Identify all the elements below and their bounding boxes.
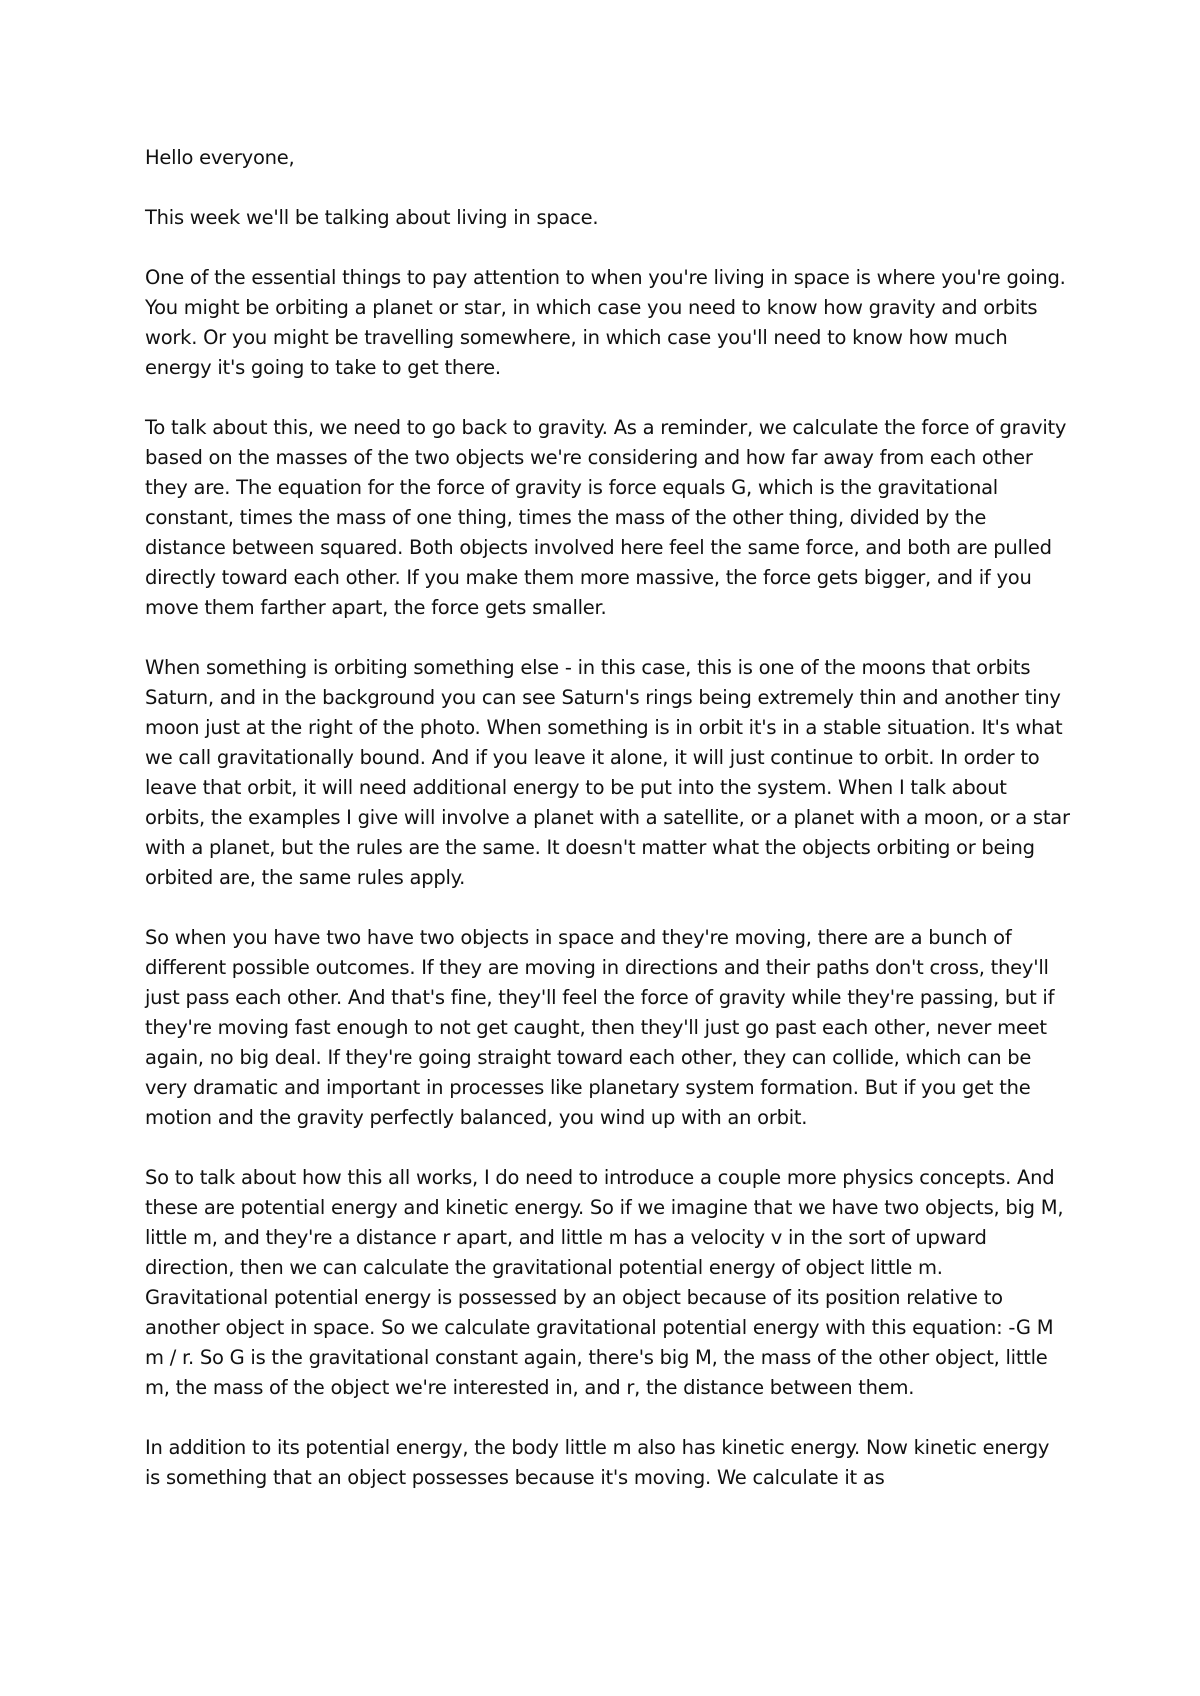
greeting-line: Hello everyone, [145, 146, 295, 169]
paragraph-orbiting: When something is orbiting something else - in this case, this is one of the moons that orbits Saturn, and in the background you can see Saturn's rings being extremely thin and another tiny moon just at the right of the photo. When something is in orbit it's in a stable situation. It's what we call gravitationally bound. And if you leave it alone, it will just continue to orbit. In order to leave that orbit, it will need additional energy to be put into the system. When I talk about orbits, the examples I give will involve a planet with a satellite, or a planet with a moon, or a star with a planet, but the rules are the same. It doesn't matter what the objects orbiting or being orbited are, the same rules apply. [145, 656, 1070, 889]
paragraph-outcomes: So when you have two have two objects in space and they're moving, there are a bunch of different possible outcomes. If they are moving in directions and their paths don't cross, they'll just pass each other. And that's fine, they'll feel the force of gravity while they're passing, but if they're moving fast enough to not get caught, then they'll just go past each other, never meet again, no big deal. If they're going straight toward each other, they can collide, which can be very dramatic and important in processes like planetary system formation. But if you get the motion and the gravity perfectly balanced, you wind up with an orbit. [145, 926, 1055, 1129]
paragraph-where-youre-going: One of the essential things to pay attention to when you're living in space is where you're going. You might be orbiting a planet or star, in which case you need to know how gravity and orbits work. Or you might be travelling somewhere, in which case you'll need to know how much energy it's going to take to get there. [145, 266, 1066, 379]
paragraph-kinetic-energy: In addition to its potential energy, the body little m also has kinetic energy. Now kinetic energy is something that an object possesses because it's moving. We calculate it as [145, 1436, 1050, 1489]
document-body [145, 143, 1070, 1523]
paragraph-potential-energy: So to talk about how this all works, I do need to introduce a couple more physics concepts. And these are potential energy and kinetic energy. So if we imagine that we have two objects, big M, little m, and they're a distance r apart, and little m has a velocity v in the sort of upward direction, then we can calculate the gravitational potential energy of object little m. Gravitational potential energy is possessed by an object because of its position relative to another object in space. So we calculate gravitational potential energy with this equation: -G M m / r. So G is the gravitational constant again, there's big M, the mass of the other object, little m, the mass of the object we're interested in, and r, the distance between them. [145, 1166, 1064, 1399]
paragraph-gravity: To talk about this, we need to go back to gravity. As a reminder, we calculate the force of gravity based on the masses of the two objects we're considering and how far away from each other they are. The equation for the force of gravity is force equals G, which is the gravitational constant, times the mass of one thing, times the mass of the other thing, divided by the distance between squared. Both objects involved here feel the same force, and both are pulled directly toward each other. If you make them more massive, the force gets bigger, and if you move them farther apart, the force gets smaller. [145, 416, 1067, 619]
intro-paragraph: This week we'll be talking about living in space. [145, 206, 599, 229]
